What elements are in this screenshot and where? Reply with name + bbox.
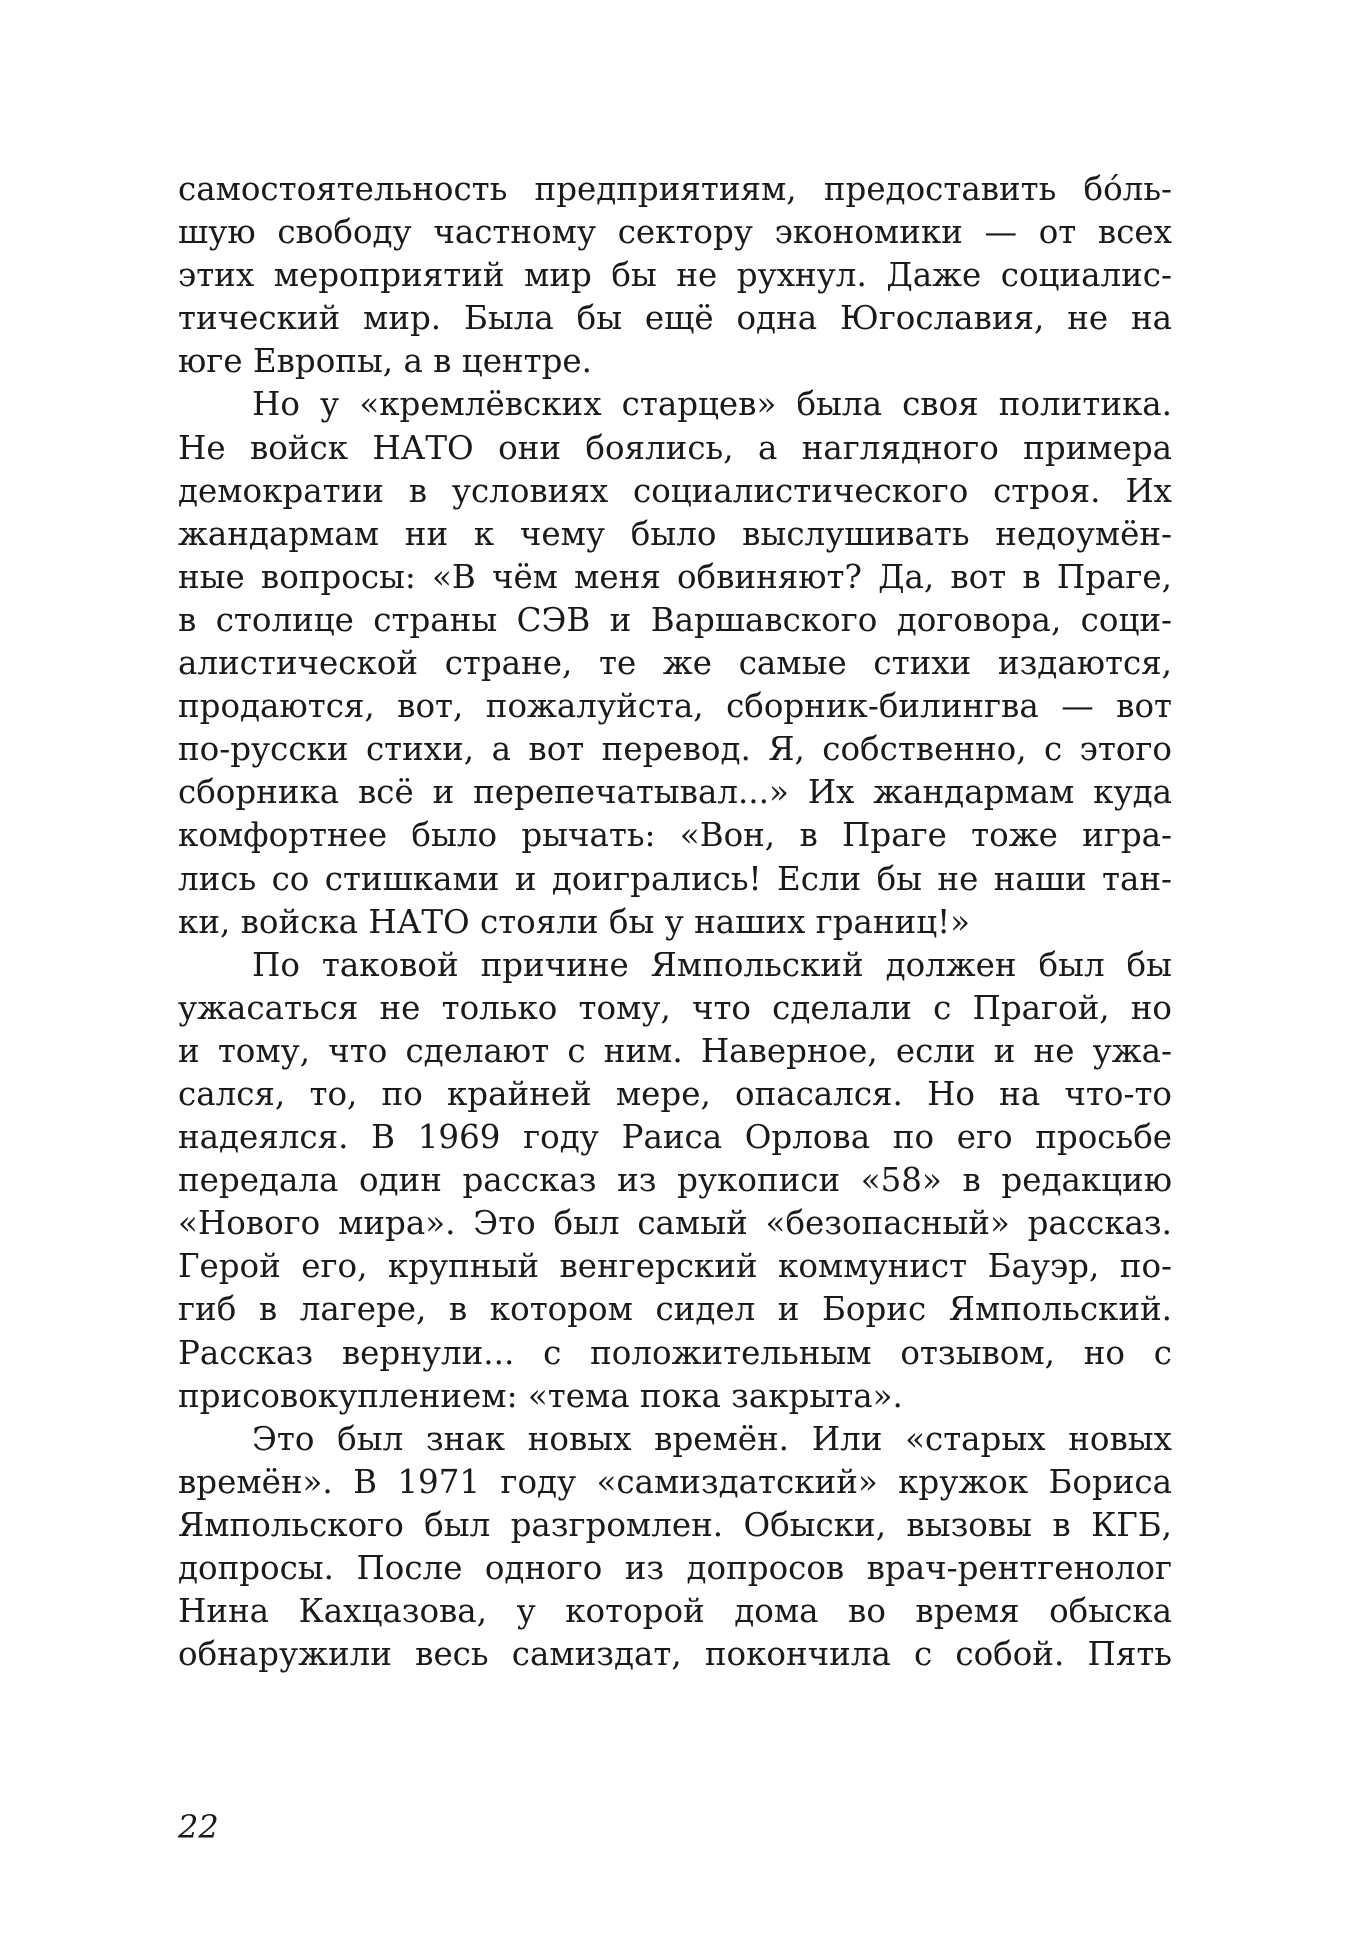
text-line: ные вопросы: «В чём меня обвиняют? Да, вот в Праге,: [178, 557, 1172, 596]
text-line: передала один рассказ из рукописи «58» в редакцию: [178, 1161, 1172, 1200]
text-line: комфортнее было рычать: «Вон, в Праге тоже игра-: [178, 816, 1172, 855]
text-line: этих мероприятий мир бы не рухнул. Даже социалис-: [178, 256, 1172, 295]
text-line: лись со стишками и доигрались! Если бы не наши тан-: [178, 859, 1172, 898]
text-line: жандармам ни к чему было выслушивать недоумён-: [178, 514, 1172, 553]
text-line: Это был знак новых времён. Или «старых новых: [252, 1419, 1172, 1458]
text-line: и тому, что сделают с ним. Наверное, если и не ужа-: [178, 1031, 1172, 1070]
body-text: [178, 168, 1172, 1676]
text-line: обнаружили весь самиздат, покончила с собой. Пять: [178, 1635, 1172, 1674]
text-line: Рассказ вернули... с положительным отзывом, но с: [178, 1333, 1172, 1372]
text-line: по-русски стихи, а вот перевод. Я, собственно, с этого: [178, 730, 1172, 769]
text-line: «Нового мира». Это был самый «безопасный» рассказ.: [178, 1204, 1172, 1243]
text-line: сался, то, по крайней мере, опасался. Но на что-то: [178, 1074, 1172, 1113]
text-line: демократии в условиях социалистического строя. Их: [178, 471, 1172, 510]
text-line: Но у «кремлёвских старцев» была своя политика.: [252, 385, 1172, 424]
page-number: 22: [178, 1808, 219, 1846]
page-content: [178, 168, 1172, 1676]
text-line: По таковой причине Ямпольский должен был бы: [252, 945, 1172, 984]
text-line: присовокуплением: «тема пока закрыта».: [178, 1376, 903, 1415]
text-line: шую свободу частному сектору экономики — от всех: [178, 213, 1172, 252]
text-line: Не войск НАТО они боялись, а наглядного примера: [178, 428, 1172, 467]
text-line: времён». В 1971 году «самиздатский» кружок Бориса: [178, 1462, 1172, 1501]
text-line: надеялся. В 1969 году Раиса Орлова по его просьбе: [178, 1118, 1172, 1157]
text-line: Нина Кахцазова, у которой дома во время обыска: [178, 1592, 1172, 1631]
text-line: продаются, вот, пожалуйста, сборник-билингва — вот: [178, 687, 1172, 726]
text-line: Ямпольского был разгромлен. Обыски, вызовы в КГБ,: [178, 1505, 1172, 1544]
text-line: ужасаться не только тому, что сделали с Прагой, но: [178, 988, 1172, 1027]
text-line: гиб в лагере, в котором сидел и Борис Ямпольский.: [178, 1290, 1172, 1329]
text-line: самостоятельность предприятиям, предоставить бо́ль-: [178, 170, 1172, 208]
text-line: ки, войска НАТО стояли бы у наших границ!»: [178, 902, 971, 941]
text-line: допросы. После одного из допросов врач-рентгенолог: [178, 1549, 1172, 1587]
text-line: юге Европы, а в центре.: [178, 342, 592, 381]
text-line: сборника всё и перепечатывал...» Их жандармам куда: [178, 773, 1172, 812]
text-line: в столице страны СЭВ и Варшавского договора, соци-: [178, 600, 1172, 639]
text-line: алистической стране, те же самые стихи издаются,: [178, 644, 1172, 683]
text-line: тический мир. Была бы ещё одна Югославия, не на: [178, 299, 1172, 338]
text-line: Герой его, крупный венгерский коммунист Бауэр, по-: [178, 1247, 1172, 1286]
